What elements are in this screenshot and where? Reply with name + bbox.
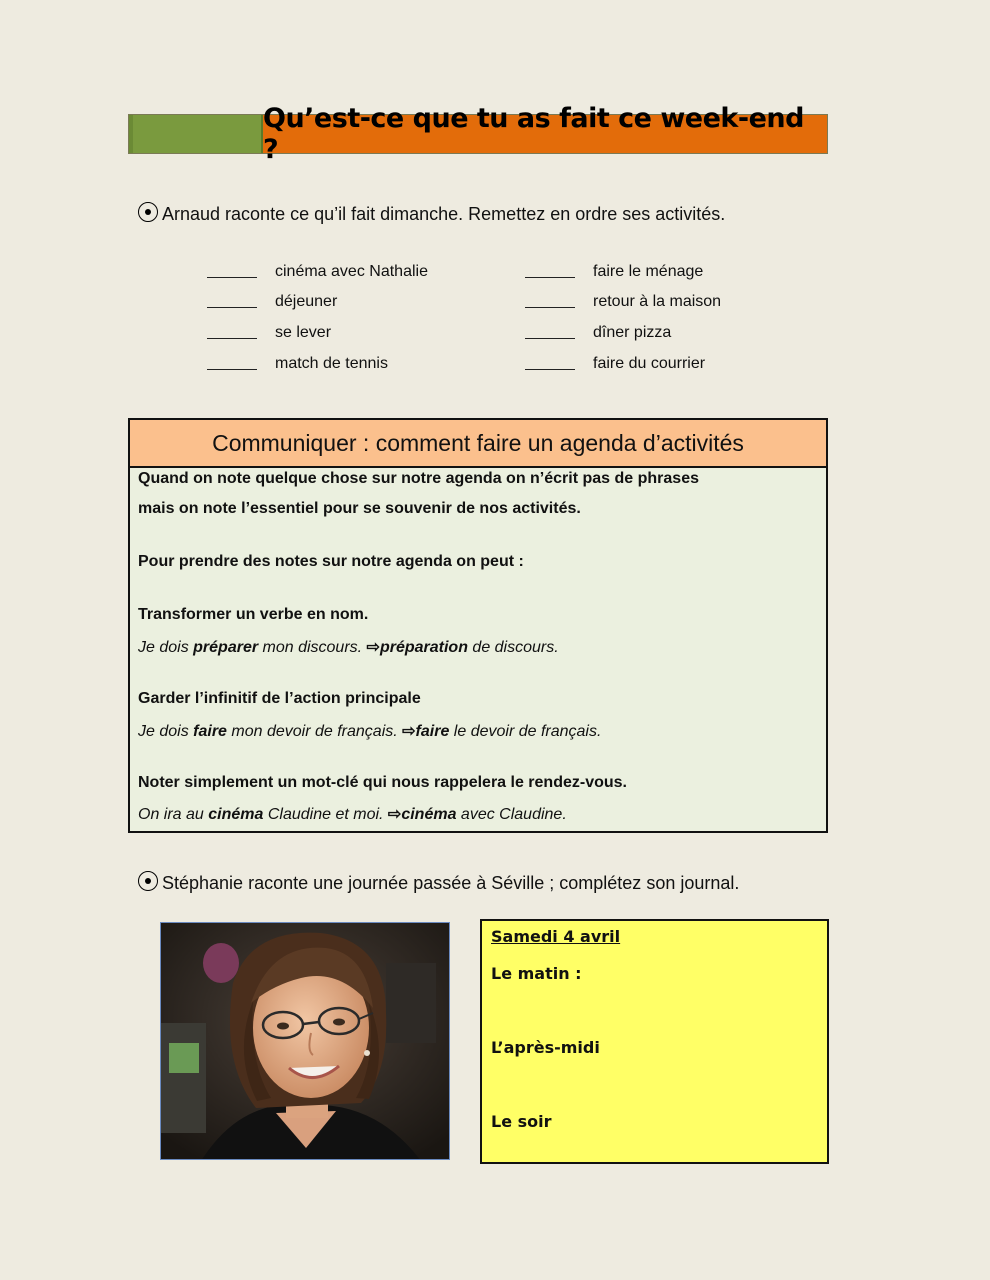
example-text: avec Claudine.: [456, 806, 567, 823]
intro-line: mais on note l’essentiel pour se souvenir de nos activités.: [138, 500, 581, 517]
example-text: mon discours.: [258, 639, 367, 656]
example-keyword: faire: [415, 723, 450, 740]
section1-instruction: [138, 204, 725, 225]
activity-label: retour à la maison: [593, 293, 722, 310]
example-text: le devoir de français.: [449, 723, 602, 740]
example-keyword: cinéma: [401, 806, 457, 823]
journal-date: Samedi 4 avril: [491, 927, 621, 946]
activity-label: match de tennis: [275, 355, 388, 372]
example-text: mon devoir de français.: [226, 723, 403, 740]
banner-green-block: [129, 115, 263, 153]
rule-example: [138, 721, 601, 741]
activity-item: [207, 355, 388, 373]
activity-item: [207, 293, 337, 311]
answer-blank[interactable]: [207, 293, 257, 308]
answer-blank[interactable]: [525, 293, 575, 308]
example-text: Je dois: [138, 723, 194, 740]
example-keyword: cinéma: [208, 806, 264, 823]
activity-item: [525, 324, 671, 342]
journal-morning-label: Le matin :: [491, 964, 582, 983]
arrow-icon: ⇨: [366, 639, 380, 656]
arrow-icon: ⇨: [402, 723, 416, 740]
activity-item: [207, 263, 428, 281]
answer-blank[interactable]: [207, 355, 257, 370]
journal-box: [480, 919, 829, 1164]
journal-afternoon-label: L’après-midi: [491, 1038, 600, 1057]
rule-example: [138, 804, 567, 824]
example-keyword: préparer: [193, 639, 259, 656]
rule-heading: Transformer un verbe en nom.: [138, 606, 369, 623]
activity-label: faire du courrier: [593, 355, 706, 372]
section1-instruction-text: Arnaud raconte ce qu’il fait dimanche. Remettez en ordre ses activités.: [162, 204, 726, 224]
arrow-icon: ⇨: [387, 806, 402, 823]
example-text: On ira au: [138, 806, 209, 823]
answer-blank[interactable]: [207, 263, 257, 278]
activity-item: [525, 355, 705, 373]
activity-label: cinéma avec Nathalie: [275, 263, 428, 280]
example-keyword: préparation: [379, 639, 468, 656]
radio-bullet-icon: [138, 871, 158, 891]
example-text: Je dois: [138, 639, 194, 656]
rule-heading: Noter simplement un mot-clé qui nous rappelera le rendez-vous.: [138, 774, 627, 791]
example-text: de discours.: [467, 639, 559, 656]
section2-instruction: [138, 873, 739, 894]
example-keyword: faire: [193, 723, 227, 740]
answer-blank[interactable]: [525, 355, 575, 370]
portrait-illustration: [161, 923, 450, 1160]
activity-item: [525, 263, 703, 281]
answer-blank[interactable]: [207, 324, 257, 339]
answer-blank[interactable]: [525, 324, 575, 339]
activity-label: se lever: [275, 324, 332, 341]
intro-line: Quand on note quelque chose sur notre agenda on n’écrit pas de phrases: [138, 470, 699, 487]
prompt-line: Pour prendre des notes sur notre agenda on peut :: [138, 553, 524, 570]
page-title: Qu’est-ce que tu as fait ce week-end ?: [263, 115, 827, 153]
activity-label: déjeuner: [275, 293, 338, 310]
rule-example: [138, 637, 559, 657]
activity-label: faire le ménage: [593, 263, 704, 280]
section2-instruction-text: Stéphanie raconte une journée passée à Séville ; complétez son journal.: [162, 873, 740, 893]
activity-label: dîner pizza: [593, 324, 672, 341]
journal-evening-label: Le soir: [491, 1112, 552, 1131]
girl-portrait-photo: [160, 922, 450, 1160]
title-banner: [128, 103, 828, 165]
activity-item: [525, 293, 721, 311]
radio-bullet-icon: [138, 202, 158, 222]
rule-heading: Garder l’infinitif de l’action principale: [138, 690, 421, 707]
communiquer-box: [128, 418, 828, 833]
communiquer-header: Communiquer : comment faire un agenda d’activités: [130, 420, 826, 468]
answer-blank[interactable]: [525, 263, 575, 278]
activity-item: [207, 324, 331, 342]
example-text: Claudine et moi.: [263, 806, 388, 823]
